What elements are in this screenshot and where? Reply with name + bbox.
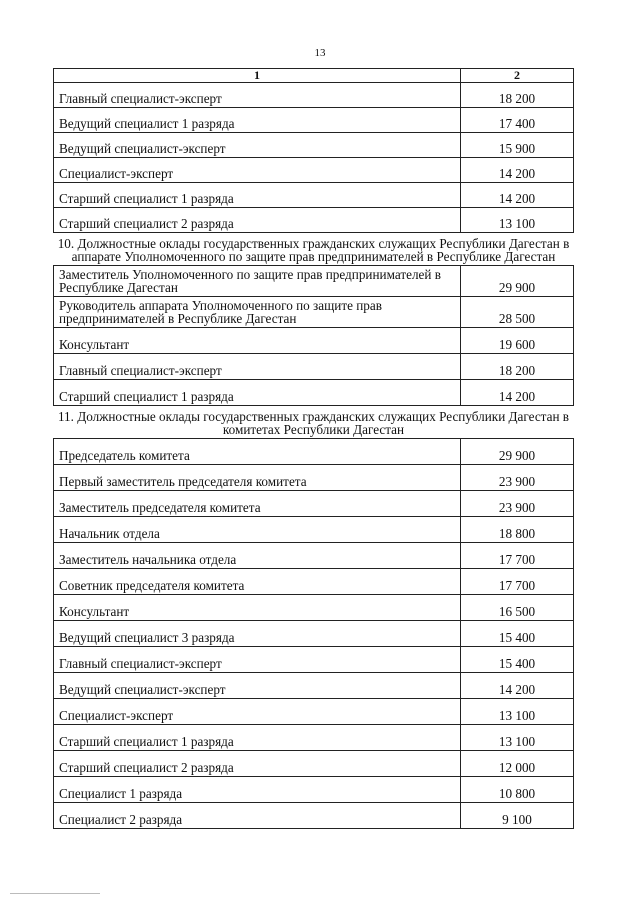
- position-title: Ведущий специалист 1 разряда: [54, 108, 461, 133]
- salary-amount: 15 900: [461, 133, 574, 158]
- table2-body: [54, 266, 574, 406]
- salary-amount: 23 900: [461, 491, 574, 517]
- table-row: [54, 158, 574, 183]
- table-row: [54, 354, 574, 380]
- table-row: [54, 491, 574, 517]
- position-title: Консультант: [54, 328, 461, 354]
- document-body: [53, 68, 574, 829]
- salary-amount: 18 200: [461, 83, 574, 108]
- table-row: [54, 751, 574, 777]
- position-title: Специалист 2 разряда: [54, 803, 461, 829]
- table-row: [54, 595, 574, 621]
- position-title: Старший специалист 1 разряда: [54, 725, 461, 751]
- salary-amount: 12 000: [461, 751, 574, 777]
- salary-amount: 18 800: [461, 517, 574, 543]
- position-title: Консультант: [54, 595, 461, 621]
- footer-rule: [10, 893, 100, 894]
- position-title: Старший специалист 1 разряда: [54, 380, 461, 406]
- salary-amount: 15 400: [461, 621, 574, 647]
- salary-amount: 16 500: [461, 595, 574, 621]
- salary-amount: 29 900: [461, 439, 574, 465]
- table-row: [54, 725, 574, 751]
- salary-amount: 13 100: [461, 725, 574, 751]
- table-row: [54, 439, 574, 465]
- position-title: Заместитель начальника отдела: [54, 543, 461, 569]
- table-row: [54, 647, 574, 673]
- position-title: Специалист-эксперт: [54, 699, 461, 725]
- position-title: Заместитель председателя комитета: [54, 491, 461, 517]
- salary-amount: 17 400: [461, 108, 574, 133]
- position-title: Начальник отдела: [54, 517, 461, 543]
- position-title: Старший специалист 2 разряда: [54, 751, 461, 777]
- table-row: [54, 699, 574, 725]
- page-number: 13: [314, 47, 326, 59]
- table-row: [54, 543, 574, 569]
- table1-body: [54, 83, 574, 233]
- table-row: [54, 569, 574, 595]
- table-row: [54, 803, 574, 829]
- salary-amount: 10 800: [461, 777, 574, 803]
- position-title: Ведущий специалист-эксперт: [54, 673, 461, 699]
- position-title: Главный специалист-эксперт: [54, 647, 461, 673]
- position-title: Первый заместитель председателя комитета: [54, 465, 461, 491]
- salary-amount: 14 200: [461, 380, 574, 406]
- position-title: Ведущий специалист 3 разряда: [54, 621, 461, 647]
- salary-amount: 14 200: [461, 673, 574, 699]
- table-header-row: [54, 69, 574, 83]
- salary-amount: 28 500: [461, 297, 574, 328]
- position-title: Заместитель Уполномоченного по защите прав предпринимателей в Республике Дагестан: [54, 266, 461, 297]
- salary-amount: 19 600: [461, 328, 574, 354]
- position-title: Руководитель аппарата Уполномоченного по защите прав предпринимателей в Республике Дагестан: [54, 297, 461, 328]
- position-title: Старший специалист 1 разряда: [54, 183, 461, 208]
- table-row: [54, 465, 574, 491]
- table-row: [54, 380, 574, 406]
- salary-amount: 14 200: [461, 183, 574, 208]
- salary-amount: 15 400: [461, 647, 574, 673]
- table-row: [54, 297, 574, 328]
- header-col-1: 1: [54, 69, 461, 83]
- salary-table-continued: [53, 68, 574, 233]
- table-row: [54, 777, 574, 803]
- table3-body: [54, 439, 574, 829]
- position-title: Специалист 1 разряда: [54, 777, 461, 803]
- table-row: [54, 208, 574, 233]
- table-row: [54, 108, 574, 133]
- table-row: [54, 133, 574, 158]
- salary-table-section-11: [53, 438, 574, 829]
- position-title: Ведущий специалист-эксперт: [54, 133, 461, 158]
- table-row: [54, 183, 574, 208]
- position-title: Главный специалист-эксперт: [54, 354, 461, 380]
- table-row: [54, 621, 574, 647]
- table-row: [54, 83, 574, 108]
- salary-amount: 17 700: [461, 569, 574, 595]
- salary-amount: 13 100: [461, 208, 574, 233]
- salary-amount: 14 200: [461, 158, 574, 183]
- salary-table-section-10: [53, 265, 574, 406]
- position-title: Советник председателя комитета: [54, 569, 461, 595]
- section-11-title: 11. Должностные оклады государственных гражданских служащих Республики Дагестан в комитетах Республики Дагестан: [57, 409, 570, 437]
- position-title: Специалист-эксперт: [54, 158, 461, 183]
- table-row: [54, 266, 574, 297]
- salary-amount: 13 100: [461, 699, 574, 725]
- header-col-2: 2: [461, 69, 574, 83]
- position-title: Старший специалист 2 разряда: [54, 208, 461, 233]
- table-row: [54, 673, 574, 699]
- salary-amount: 17 700: [461, 543, 574, 569]
- table-row: [54, 328, 574, 354]
- section-10-title: 10. Должностные оклады государственных гражданских служащих Республики Дагестан в аппарате Уполномоченного по защите прав предпринимателей в Республике Дагестан: [57, 236, 570, 264]
- salary-amount: 18 200: [461, 354, 574, 380]
- table-row: [54, 517, 574, 543]
- salary-amount: 29 900: [461, 266, 574, 297]
- salary-amount: 23 900: [461, 465, 574, 491]
- position-title: Главный специалист-эксперт: [54, 83, 461, 108]
- position-title: Председатель комитета: [54, 439, 461, 465]
- salary-amount: 9 100: [461, 803, 574, 829]
